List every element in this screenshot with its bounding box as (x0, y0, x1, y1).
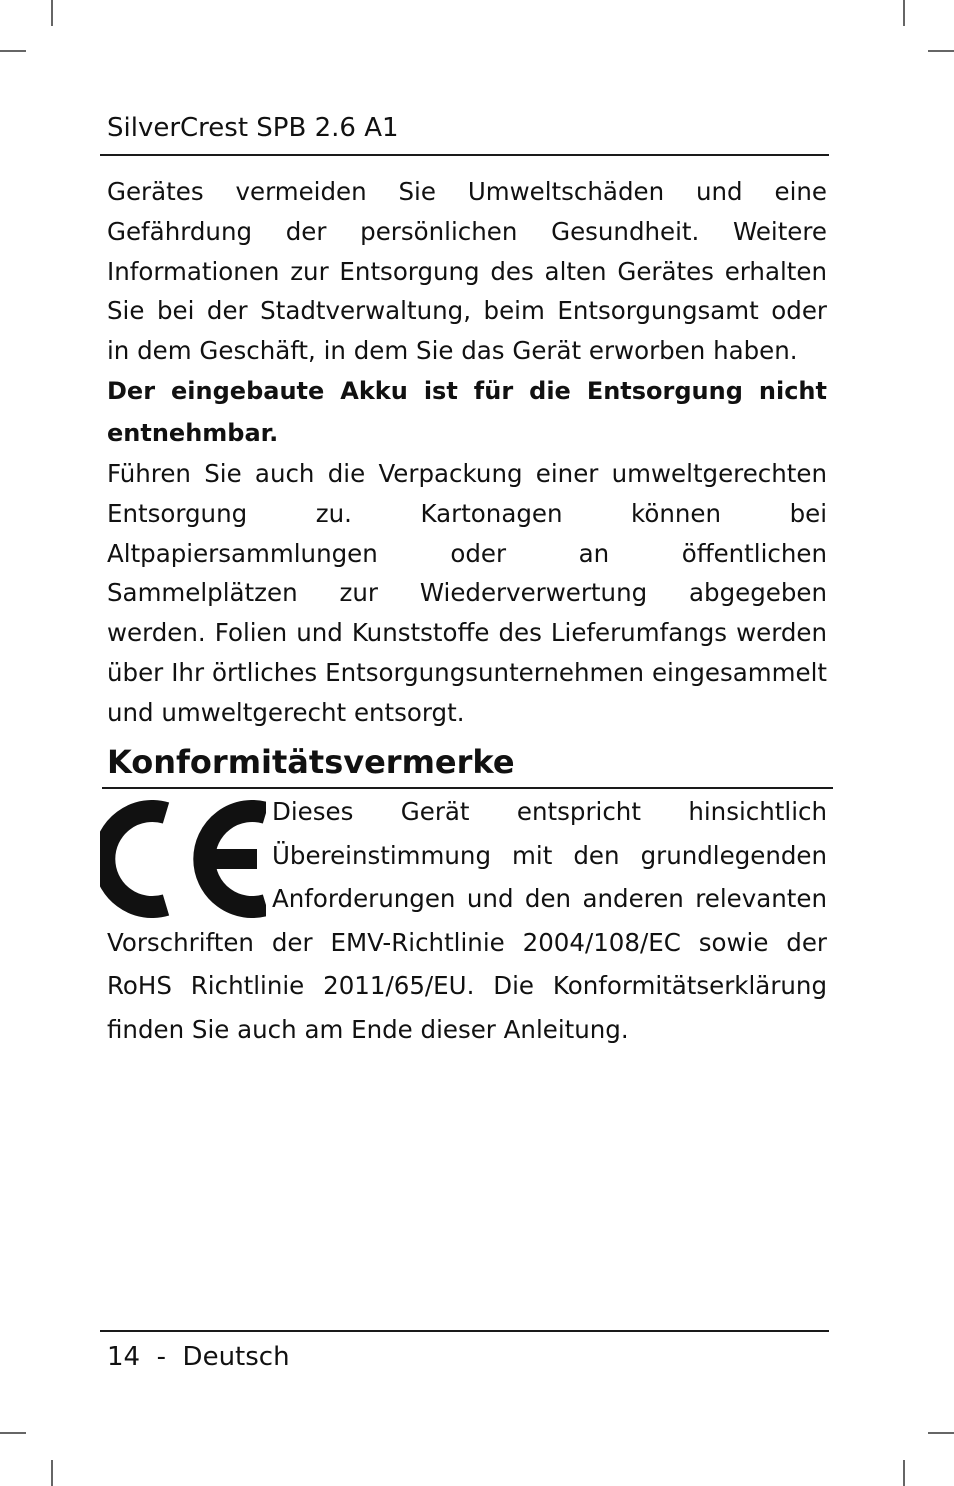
conformity-text: Dieses Gerät entspricht hinsichtlich Übereinstimmung mit den grundlegenden Anforderungen und den anderen relevanten Vorschriften der EMV-Richtlinie 2004/108/EC sowie der RoHS Richtlinie 2011/65/EU. Die Konformitätserklärung finden Sie auch am Ende dieser Anleitung. (107, 797, 827, 1044)
crop-mark-top-left-h (0, 50, 26, 52)
packaging-paragraph: Führen Sie auch die Verpackung einer umweltgerechten Entsorgung zu. Kartonagen können bei Altpapiersammlungen oder an öffentlichen Sammelplätzen zur Wiederverwertung abgegeben werden. Folien und Kunststoffe des Lieferumfangs werden über Ihr örtliches Entsorgungsunternehmen eingesammelt und umweltgerecht entsorgt. (107, 459, 827, 727)
crop-mark-top-left-v (51, 0, 53, 26)
page-footer (107, 1341, 290, 1373)
crop-mark-bottom-right-v (903, 1460, 905, 1486)
header-rule (100, 154, 829, 156)
crop-mark-top-right-v (903, 0, 905, 26)
footer-language: Deutsch (182, 1342, 290, 1372)
crop-mark-top-right-h (928, 50, 954, 52)
crop-mark-bottom-left-v (51, 1460, 53, 1486)
ce-mark-spacer (100, 790, 272, 920)
footer-separator: - (156, 1342, 167, 1372)
conformity-text-block (107, 790, 827, 1052)
crop-mark-bottom-left-h (0, 1432, 26, 1434)
crop-mark-bottom-right-h (928, 1432, 954, 1434)
heading-rule (102, 787, 833, 789)
section-heading: Konformitätsvermerke (107, 743, 515, 781)
page-number: 14 (107, 1342, 141, 1372)
disposal-paragraph: Gerätes vermeiden Sie Umweltschäden und eine Gefährdung der persönlichen Gesundheit. Weitere Informationen zur Entsorgung des alten Gerätes erhalten Sie bei der Stadtverwaltung, beim Entsorgungsamt oder in dem Geschäft, in dem Sie das Gerät erworben haben. (107, 177, 827, 366)
footer-rule (100, 1330, 829, 1332)
running-header: SilverCrest SPB 2.6 A1 (107, 113, 399, 143)
battery-notice: Der eingebaute Akku ist für die Entsorgung nicht entnehmbar. (107, 377, 827, 447)
